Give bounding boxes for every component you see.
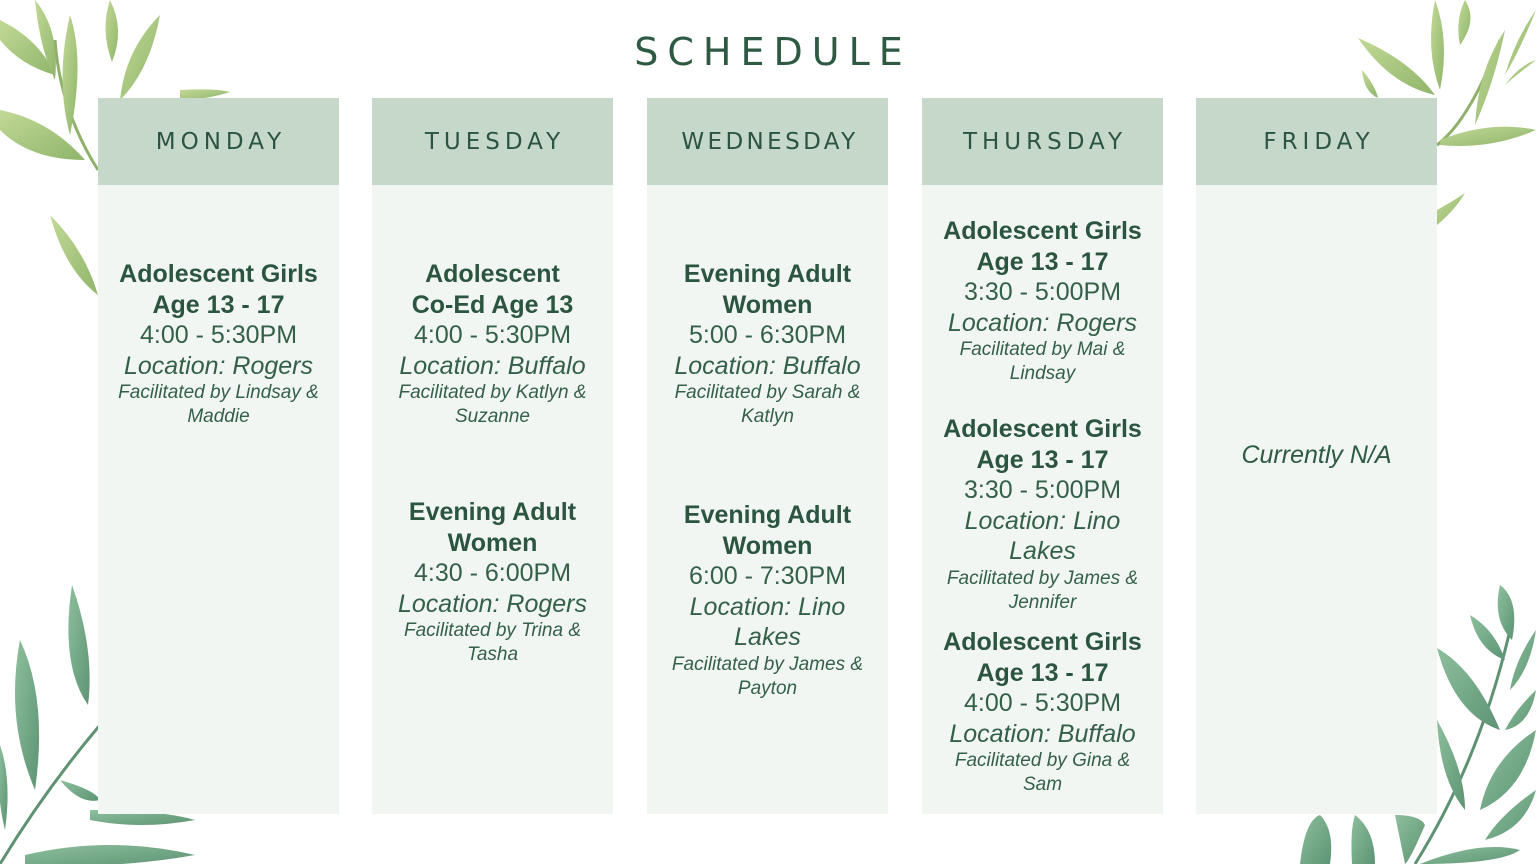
session-time: 6:00 - 7:30PM	[688, 562, 847, 590]
session-facilitators: Facilitated by James &	[946, 567, 1139, 589]
session-card	[372, 259, 613, 429]
day-name: TUESDAY	[424, 128, 566, 155]
session-facilitators: Jennifer	[1008, 591, 1077, 613]
day-column-monday	[98, 98, 339, 814]
session-time: 4:00 - 5:30PM	[139, 321, 298, 349]
session-title: Adolescent Girls	[943, 217, 1142, 245]
session-facilitators: Facilitated by Gina &	[954, 750, 1131, 771]
session-time: 5:00 - 6:30PM	[688, 321, 847, 349]
session-time: 4:00 - 5:30PM	[963, 689, 1122, 717]
session-title: Adolescent Girls	[943, 415, 1142, 443]
session-location: Location: Rogers	[397, 589, 587, 618]
session-location: Location: Lino	[964, 506, 1121, 535]
day-name: FRIDAY	[1263, 128, 1375, 155]
session-facilitators: Katlyn	[741, 406, 794, 427]
session-title: Adolescent Girls	[943, 628, 1142, 656]
session-location: Location: Rogers	[123, 351, 313, 380]
session-facilitators: Facilitated by James &	[671, 653, 864, 675]
day-header	[98, 98, 339, 185]
day-column-tuesday	[372, 98, 613, 814]
session-title: Co-Ed Age 13	[411, 290, 574, 319]
session-location: Lakes	[734, 623, 801, 651]
session-title: Age 13 - 17	[976, 658, 1109, 687]
session-facilitators: Suzanne	[454, 406, 530, 427]
day-header	[1196, 98, 1437, 185]
session-location: Location: Lino	[689, 592, 846, 621]
session-card	[647, 259, 888, 429]
session-time: 3:30 - 5:00PM	[963, 278, 1122, 306]
session-title: Women	[447, 528, 538, 557]
session-facilitators: Tasha	[466, 644, 519, 665]
day-name: THURSDAY	[962, 128, 1128, 155]
session-title: Evening Adult	[683, 501, 852, 529]
session-card	[647, 500, 888, 701]
session-time: 4:30 - 6:00PM	[413, 559, 572, 587]
session-card	[98, 259, 339, 429]
status-text: Currently N/A	[1241, 441, 1392, 469]
day-header	[372, 98, 613, 185]
session-facilitators: Maddie	[187, 406, 250, 427]
session-facilitators: Facilitated by Katlyn &	[398, 382, 587, 403]
session-title: Women	[722, 290, 813, 319]
session-card	[922, 627, 1163, 797]
session-facilitators: Payton	[737, 677, 798, 699]
session-location: Location: Rogers	[947, 308, 1137, 337]
session-title: Evening Adult	[408, 498, 577, 526]
session-facilitators: Sam	[1022, 774, 1063, 795]
session-title: Women	[722, 531, 813, 560]
session-facilitators: Facilitated by Mai &	[959, 339, 1126, 360]
session-location: Lakes	[1009, 537, 1076, 565]
session-time: 3:30 - 5:00PM	[963, 476, 1122, 504]
session-title: Age 13 - 17	[976, 247, 1109, 276]
session-location: Location: Buffalo	[399, 351, 586, 380]
day-column-friday	[1196, 98, 1437, 814]
day-column-thursday	[922, 98, 1163, 814]
day-name: MONDAY	[155, 128, 287, 155]
session-title: Adolescent Girls	[119, 260, 318, 288]
session-facilitators: Facilitated by Trina &	[403, 620, 582, 641]
session-title: Age 13 - 17	[976, 445, 1109, 474]
session-title: Age 13 - 17	[152, 290, 285, 319]
session-card	[372, 497, 613, 667]
day-name: WEDNESDAY	[681, 128, 859, 155]
session-time: 4:00 - 5:30PM	[413, 321, 572, 349]
session-facilitators: Facilitated by Lindsay &	[118, 382, 319, 403]
session-card	[922, 414, 1163, 615]
session-location: Location: Buffalo	[674, 351, 861, 380]
page-title: SCHEDULE	[634, 30, 912, 74]
day-header	[647, 98, 888, 185]
session-card	[922, 216, 1163, 386]
session-facilitators: Facilitated by Sarah &	[674, 382, 861, 403]
day-header	[922, 98, 1163, 185]
session-title: Adolescent	[425, 260, 560, 288]
session-title: Evening Adult	[683, 260, 852, 288]
session-facilitators: Lindsay	[1009, 363, 1076, 384]
day-column-wednesday	[647, 98, 888, 814]
session-location: Location: Buffalo	[949, 719, 1136, 748]
